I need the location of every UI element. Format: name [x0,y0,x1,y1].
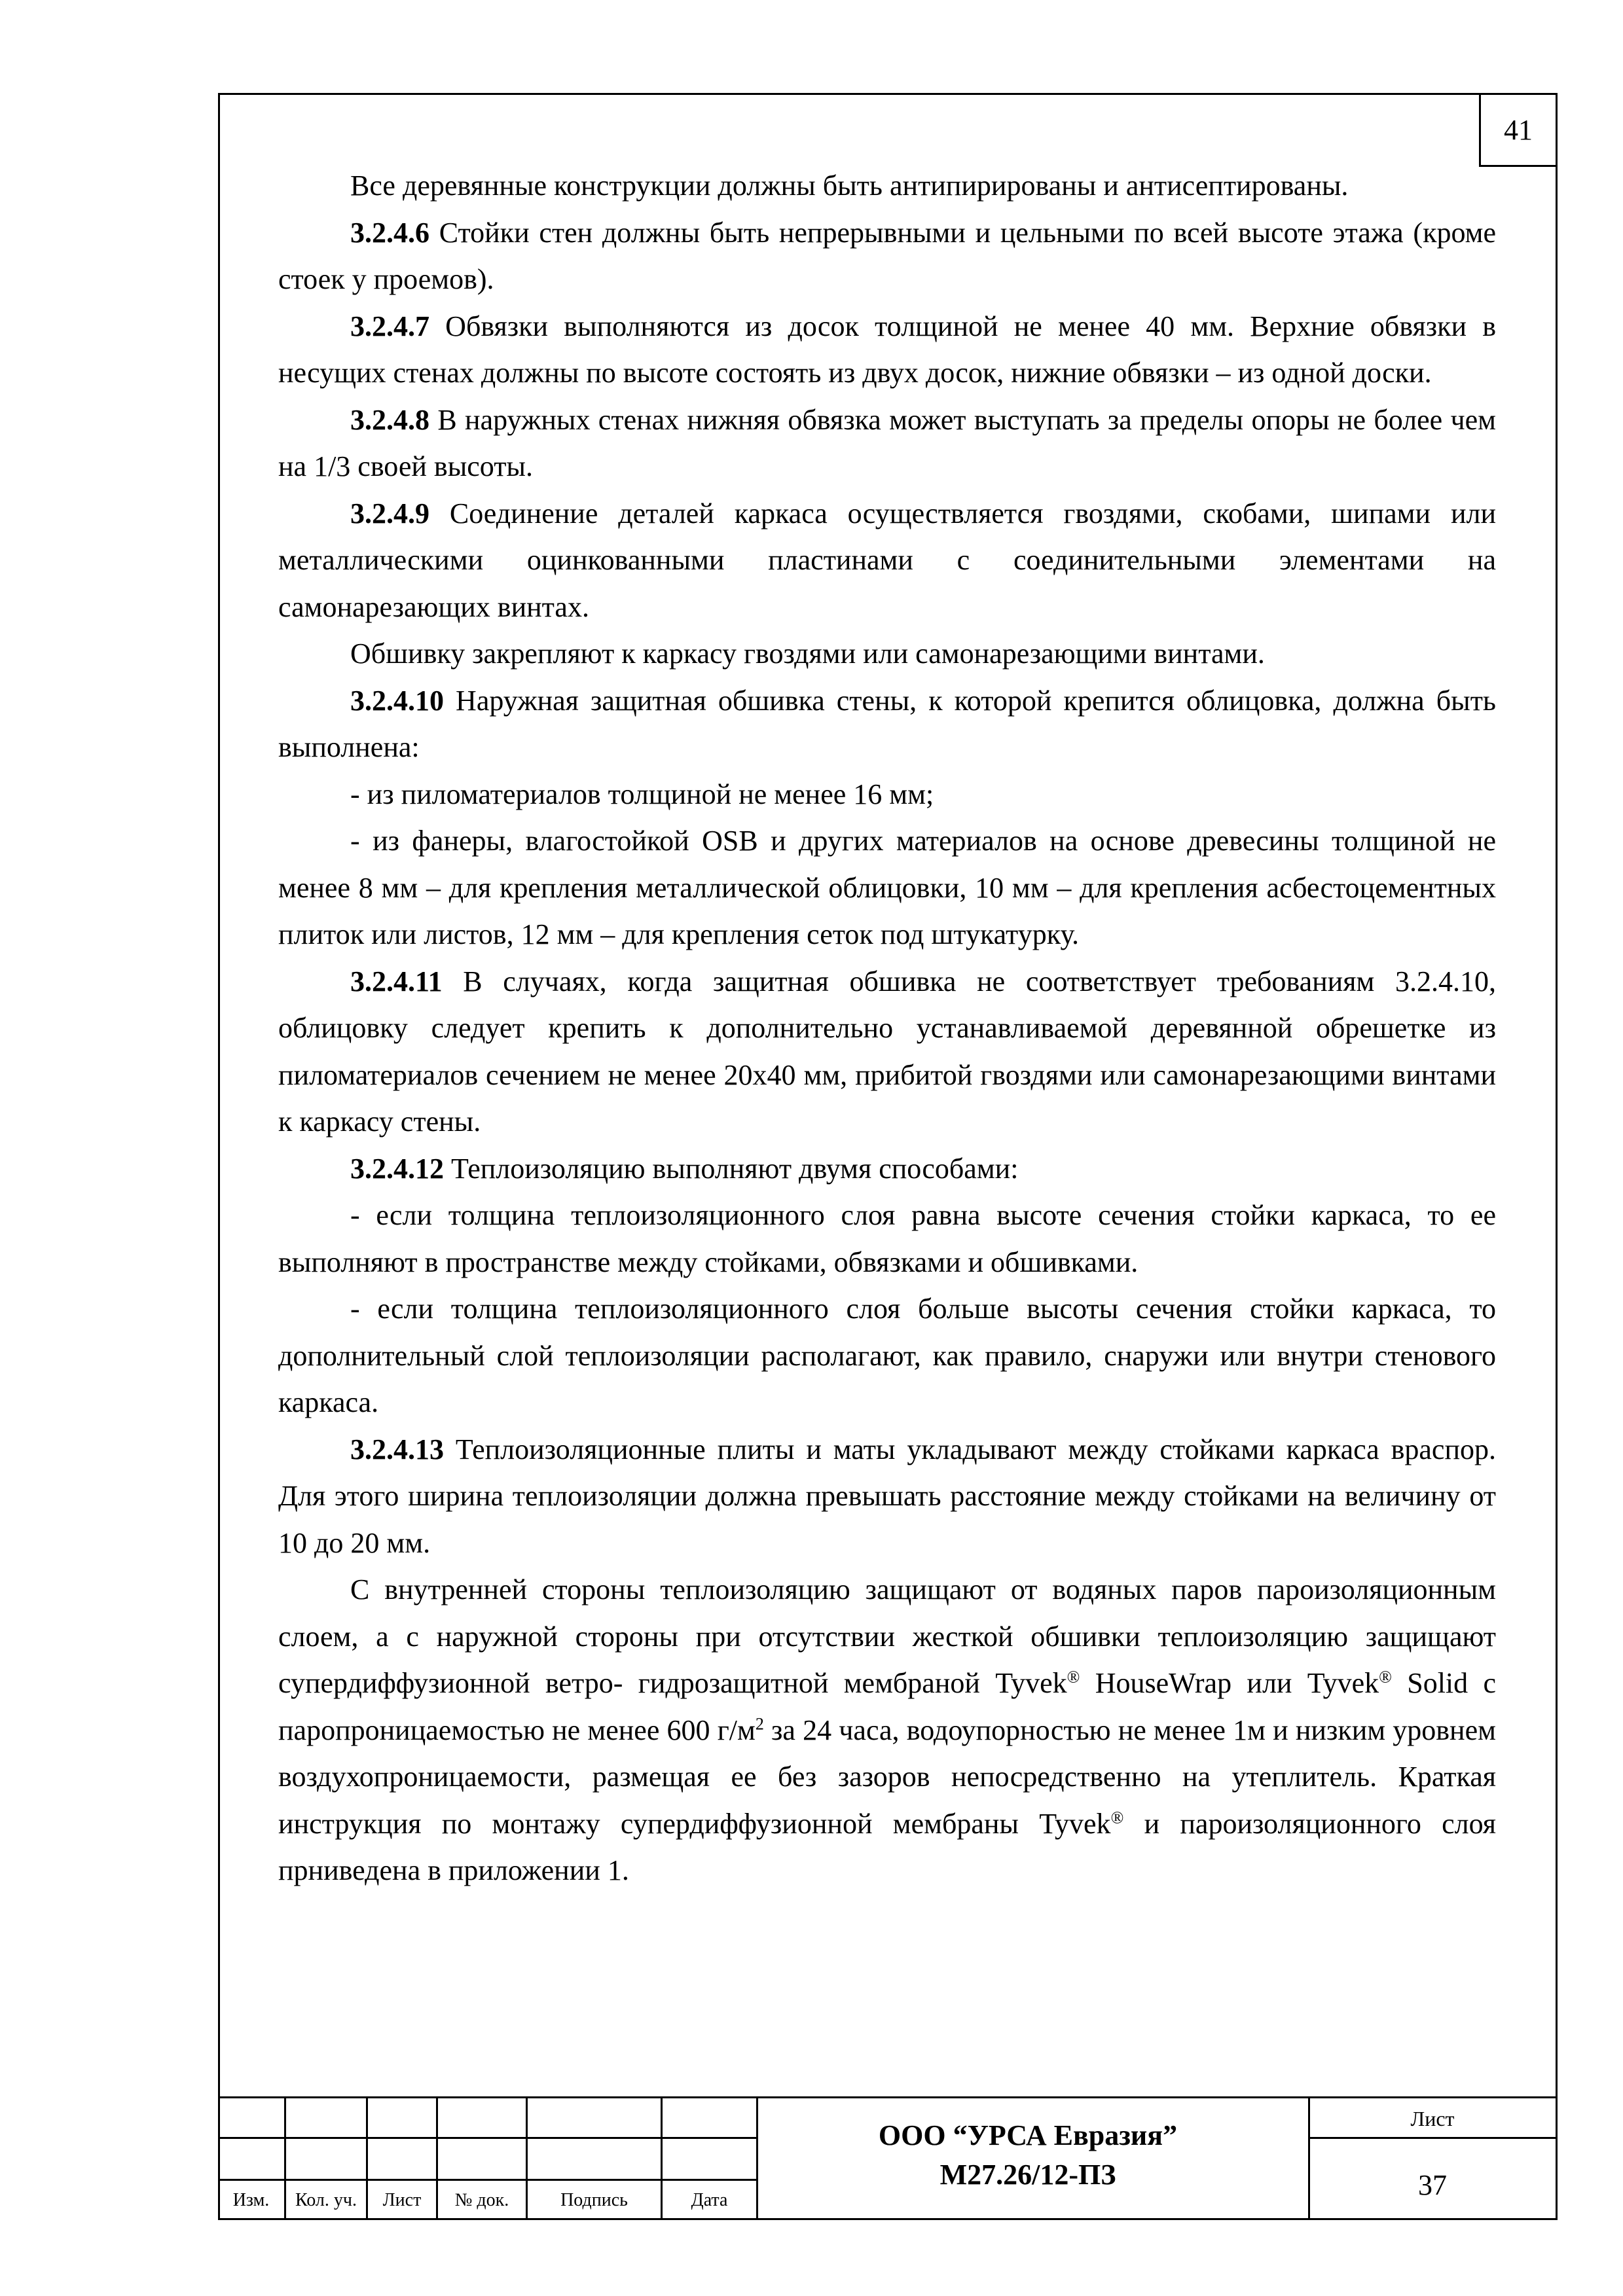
paragraph [278,677,1496,771]
paragraph [278,1145,1496,1193]
paragraph-text: Стойки стен должны быть непрерывными и цельными по всей высоте этажа (кроме стоек у проемов). [278,216,1496,295]
paragraph [278,1192,1496,1285]
document-body [278,162,1496,1894]
clause-number: 3.2.4.6 [350,216,429,249]
paragraph-text: и пароизоляционного слоя прниведена в приложении 1. [278,1807,1496,1886]
paragraph [278,1285,1496,1426]
paragraph-text: за 24 часа, водоупорностью не менее 1м и низким уровнем воздухопроницаемости, размещая ее без зазоров непосредственно на утеплитель. Краткая инструкция по монтажу супердиффузионной мембраны Tyvek [278,1713,1496,1840]
page-number-top: 41 [1479,93,1558,167]
paragraph-text: С внутренней стороны теплоизоляцию защищают от водяных паров пароизоляционным слоем, а с наружной стороны при отсутствии жесткой обшивки теплоизоляцию защищают супердиффузионной ветро- гидрозащитной мембраной Tyvek [278,1573,1496,1699]
paragraph-text: Обвязки выполняются из досок толщиной не менее 40 мм. Верхние обвязки в несущих стенах должны по высоте состоять из двух досок, нижние обвязки – из одной доски. [278,310,1496,389]
paragraph-text: В наружных стенах нижняя обвязка может выступать за пределы опоры не более чем на 1/3 своей высоты. [278,403,1496,482]
title-block [218,2096,1558,2220]
paragraph-text: - из пиломатериалов толщиной не менее 16 мм; [350,778,934,810]
document-code: М27.26/12-ПЗ [939,2159,1116,2191]
paragraph [278,209,1496,303]
superscript: ® [1067,1667,1080,1687]
paragraph [278,817,1496,958]
sheet-label: Лист [1410,2107,1455,2130]
paragraph [278,397,1496,490]
paragraph [278,630,1496,677]
paragraph-text: Все деревянные конструкции должны быть антипирированы и антисептированы. [350,170,1349,202]
col-kol-uch: Кол. уч. [295,2190,357,2210]
clause-number: 3.2.4.10 [350,684,444,717]
superscript: ® [1379,1667,1392,1687]
paragraph [278,1566,1496,1894]
paragraph-text: В случаях, когда защитная обшивка не соответствует требованиям 3.2.4.10, облицовку следует крепить к дополнительно устанавливаемой деревянной обрешетке из пиломатериалов сечением не менее 20х40 мм, прибитой гвоздями или самонарезающими винтами к каркасу стены. [278,965,1496,1138]
superscript: ® [1110,1807,1124,1827]
paragraph-text: - из фанеры, влагостойкой OSB и других материалов на основе древесины толщиной не менее 8 мм – для крепления металлической облицовки, 10 мм – для крепления асбестоцементных плиток или листов, 12 мм – для крепления сеток под штукатурку. [278,825,1496,950]
col-izm: Изм. [232,2190,270,2210]
col-signature: Подпись [560,2190,628,2210]
paragraph-text: Solid с паропроницаемостью не менее 600 г/м [278,1667,1497,1746]
sheet-number: 37 [1418,2169,1447,2201]
paragraph-text: HouseWrap или Tyvek [1080,1667,1379,1699]
paragraph [278,162,1496,209]
clause-number: 3.2.4.9 [350,497,429,529]
organization-block [756,2116,1300,2195]
paragraph-text: - если толщина теплоизоляционного слоя равна высоте сечения стойки каркаса, то ее выполняют в пространстве между стойками, обвязками и обшивками. [278,1199,1496,1278]
paragraph-text: Теплоизоляцию выполняют двумя способами: [444,1152,1019,1185]
clause-number: 3.2.4.11 [350,965,443,997]
clause-number: 3.2.4.12 [350,1152,444,1185]
paragraph [278,1426,1496,1567]
paragraph-text: Соединение деталей каркаса осуществляется гвоздями, скобами, шипами или металлическими оцинкованными пластинами с соединительными элементами на самонарезающих винтах. [278,497,1496,623]
col-doc-number: № док. [454,2190,509,2210]
col-list: Лист [382,2190,422,2210]
organization-name: ООО “УРСА Евразия” [878,2119,1178,2151]
paragraph-text: Теплоизоляционные плиты и маты укладывают между стойками каркаса враспор. Для этого ширина теплоизоляции должна превышать расстояние между стойками на величину от 10 до 20 мм. [278,1433,1496,1559]
paragraph [278,303,1496,397]
superscript: 2 [755,1713,764,1733]
col-date: Дата [691,2190,728,2210]
paragraph [278,771,1496,818]
paragraph-text: - если толщина теплоизоляционного слоя больше высоты сечения стойки каркаса, то дополнительный слой теплоизоляции располагают, как правило, снаружи или внутри стенового каркаса. [278,1293,1496,1418]
paragraph-text: Обшивку закрепляют к каркасу гвоздями или самонарезающими винтами. [350,637,1265,670]
clause-number: 3.2.4.8 [350,403,429,436]
clause-number: 3.2.4.13 [350,1433,444,1465]
paragraph [278,958,1496,1145]
paragraph-text: Наружная защитная обшивка стены, к которой крепится облицовка, должна быть выполнена: [278,684,1496,763]
paragraph [278,490,1496,631]
clause-number: 3.2.4.7 [350,310,429,342]
